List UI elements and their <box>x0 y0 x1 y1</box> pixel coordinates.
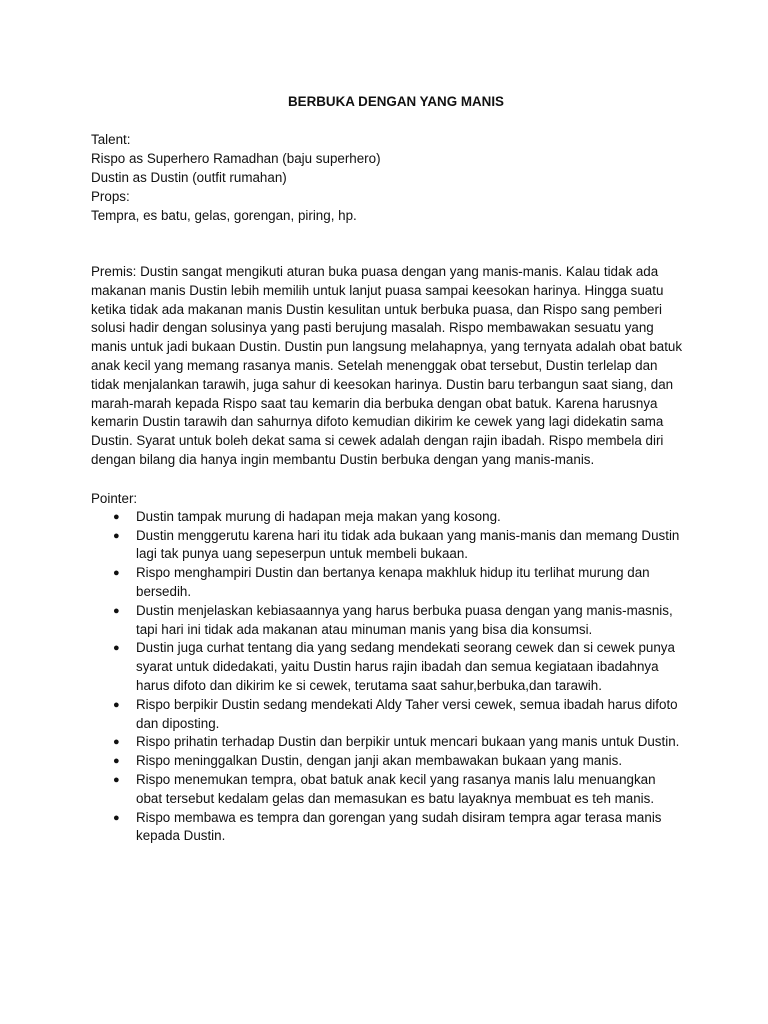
pointer-text: Dustin juga curhat tentang dia yang sedang mendekati seorang cewek dan si cewek punya syarat untuk didedakati, yaitu Dustin harus rajin ibadah dan semua kegiataan ibadahnya harus difoto dan dikirim ke si cewek, terutama saat sahur,berbuka,dan tarawih. <box>136 640 675 693</box>
talent-item: Rispo as Superhero Ramadhan (baju superhero) <box>91 151 381 166</box>
props-label: Props: <box>91 189 130 204</box>
bullet-icon: ● <box>113 773 120 786</box>
premise-paragraph: Premis: Dustin sangat mengikuti aturan buka puasa dengan yang manis-manis. Kalau tidak ada makanan manis Dustin lebih memilih untuk lanjut puasa sampai keesokan harinya. Hingga suatu ketika tidak ada makanan manis Dustin kesulitan untuk berbuka puasa, dan Rispo sang pemberi solusi hadir dengan solusinya yang pasti berujung masalah. Rispo membawakan sesuatu yang manis untuk jadi bukaan Dustin. Dustin pun langsung melahapnya, yang ternyata adalah obat batuk anak kecil yang memang rasanya manis. Setelah menenggak obat tersebut, Dustin terlelap dan tidak menjalankan tarawih, juga sahur di keesokan harinya. Dustin baru terbangun saat siang, dan marah-marah kepada Rispo saat tau kemarin dia berbuka dengan obat batuk. Karena harusnya kemarin Dustin tarawih dan sahurnya difoto kemudian dikirim ke cewek yang lagi didekatin sama Dustin. Syarat untuk boleh dekat sama si cewek adalah dengan rajin ibadah. Rispo membela diri dengan bilang dia hanya ingin membantu Dustin berbuka dengan yang manis-manis. <box>91 264 683 467</box>
bullet-icon: ● <box>113 604 120 617</box>
pointer-text: Dustin menjelaskan kebiasaannya yang harus berbuka puasa dengan yang manis-masnis, tapi hari ini tidak ada makanan atau minuman manis yang bisa dia konsumsi. <box>136 602 673 637</box>
pointer-text: Dustin tampak murung di hadapan meja makan yang kosong. <box>136 508 501 524</box>
bullet-icon: ● <box>113 811 120 824</box>
pointer-text: Rispo meninggalkan Dustin, dengan janji akan membawakan bukaan yang manis. <box>136 753 623 769</box>
talent-label: Talent: <box>91 132 131 147</box>
pointer-label: Pointer: <box>91 490 138 506</box>
pointer-item <box>91 508 681 527</box>
bullet-icon: ● <box>113 510 120 523</box>
pointer-item <box>91 602 681 640</box>
pointer-item <box>91 733 681 752</box>
pointer-text: Rispo prihatin terhadap Dustin dan berpikir untuk mencari bukaan yang manis untuk Dustin. <box>136 734 680 750</box>
pointer-text: Rispo menghampiri Dustin dan bertanya kenapa makhluk hidup itu terlihat murung dan bersedih. <box>136 565 650 599</box>
bullet-icon: ● <box>113 755 120 768</box>
pointer-item <box>91 809 681 847</box>
pointer-item <box>91 639 681 695</box>
spacer <box>91 225 691 263</box>
pointer-item <box>91 564 681 602</box>
bullet-icon: ● <box>113 698 120 711</box>
pointer-text: Rispo menemukan tempra, obat batuk anak kecil yang rasanya manis lalu menuangkan obat tersebut kedalam gelas dan memasukan es batu layaknya membuat es teh manis. <box>136 771 656 806</box>
spacer <box>91 470 691 489</box>
bullet-icon: ● <box>113 642 120 655</box>
document-page <box>91 92 691 846</box>
talent-item: Dustin as Dustin (outfit rumahan) <box>91 170 287 185</box>
bullet-icon: ● <box>113 736 120 749</box>
bullet-icon: ● <box>113 567 120 580</box>
pointer-list <box>91 508 691 846</box>
props-list: Tempra, es batu, gelas, gorengan, piring, hp. <box>91 208 357 223</box>
pointer-text: Rispo berpikir Dustin sedang mendekati Aldy Taher versi cewek, semua ibadah harus difoto dan diposting. <box>136 696 678 731</box>
pointer-item <box>91 696 681 734</box>
pointer-item <box>91 752 681 771</box>
bullet-icon: ● <box>113 529 120 542</box>
pointer-text: Dustin menggerutu karena hari itu tidak ada bukaan yang manis-manis dan memang Dustin lagi tak punya uang sepeserpun untuk membeli bukaan. <box>136 527 680 562</box>
pointer-text: Rispo membawa es tempra dan gorengan yang sudah disiram tempra agar terasa manis kepada Dustin. <box>136 809 662 844</box>
pointer-item <box>91 527 681 565</box>
document-title: BERBUKA DENGAN YANG MANIS <box>287 94 504 109</box>
pointer-item <box>91 771 681 809</box>
